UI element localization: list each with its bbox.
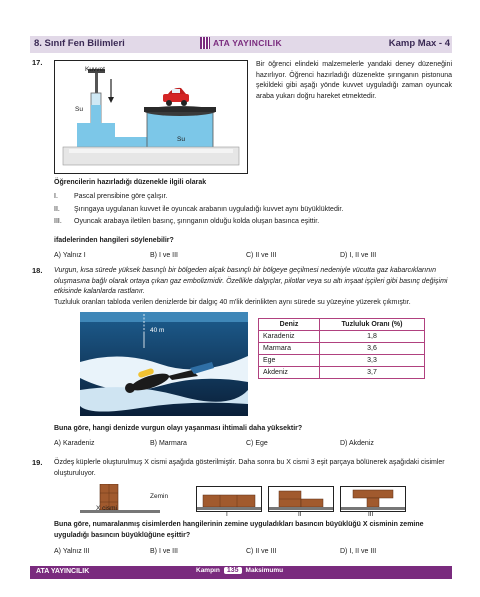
page-number: 135 bbox=[224, 567, 242, 574]
q18-option-d[interactable]: D) Akdeniz bbox=[340, 440, 374, 447]
shape-1-illustration bbox=[197, 487, 261, 511]
salinity-value: 1,8 bbox=[320, 331, 425, 343]
publisher-logo bbox=[200, 37, 282, 49]
hydraulic-setup-illustration bbox=[55, 61, 247, 173]
footer-publisher: ATA YAYINCILIK bbox=[36, 568, 90, 575]
x-object-illustration bbox=[80, 484, 160, 514]
figure-box-1 bbox=[196, 486, 262, 512]
footer-mid-left: Kampın bbox=[196, 567, 220, 574]
q19-option-d[interactable]: D) I, II ve III bbox=[340, 548, 377, 555]
q17-item-3 bbox=[54, 217, 434, 228]
item-1-text: Pascal prensibine göre çalışır. bbox=[74, 193, 168, 200]
table-header-row bbox=[259, 319, 425, 331]
sea-name: Marmara bbox=[259, 343, 320, 355]
q17-item-1 bbox=[54, 192, 434, 203]
q18-question: Buna göre, hangi denizde vurgun olayı yaşanması ihtimali daha yüksektir? bbox=[54, 425, 303, 432]
sea-name: Ege bbox=[259, 355, 320, 367]
salinity-table-grid bbox=[258, 318, 425, 379]
footer-mid-right: Maksimumu bbox=[245, 567, 284, 574]
figure-box-3 bbox=[340, 486, 406, 512]
q19-option-b[interactable]: B) I ve III bbox=[150, 548, 179, 555]
item-3-text: Oyuncak arabaya iletilen basınç, şırınganın olduğu kolda oluşan basınca eşittir. bbox=[74, 218, 320, 225]
roman-2: II. bbox=[54, 205, 60, 213]
roman-3: III. bbox=[54, 218, 62, 225]
q17-option-b[interactable]: B) I ve III bbox=[150, 252, 179, 259]
ground-label: Zemin bbox=[150, 493, 169, 500]
force-label: Kuvvet bbox=[85, 66, 105, 73]
q17-option-c[interactable]: C) II ve III bbox=[246, 252, 277, 259]
sea-name: Karadeniz bbox=[259, 331, 320, 343]
q19-text: Özdeş küplerle oluşturulmuş X cismi aşağıda gösterilmiştir. Daha sonra bu X cismi 3 eşit parçaya bölünerek aşağıdaki cisimler oluşturuluyor. bbox=[54, 459, 445, 477]
water-label-left: Su bbox=[75, 106, 83, 113]
q17-figure bbox=[54, 60, 248, 174]
subject-title: 8. Sınıf Fen Bilimleri bbox=[34, 38, 125, 49]
water-label-right: Su bbox=[177, 136, 185, 143]
q19-option-a[interactable]: A) Yalnız III bbox=[54, 548, 90, 555]
salinity-value: 3,7 bbox=[320, 367, 425, 379]
x-object-label: X cismi bbox=[96, 505, 117, 512]
q17-items bbox=[54, 192, 434, 228]
q19-option-c[interactable]: C) II ve III bbox=[246, 548, 277, 555]
booklet-title: Kamp Max - 4 bbox=[388, 38, 450, 49]
salinity-value: 3,6 bbox=[320, 343, 425, 355]
table-row bbox=[259, 367, 425, 379]
q18-number: 18. bbox=[32, 266, 43, 275]
box-label-2: II bbox=[298, 511, 302, 518]
q19-number: 19. bbox=[32, 458, 43, 467]
footer-page-info bbox=[196, 567, 283, 574]
box-label-1: I bbox=[226, 511, 228, 518]
salinity-value: 3,3 bbox=[320, 355, 425, 367]
q17-item-2 bbox=[54, 205, 434, 216]
roman-1: I. bbox=[54, 193, 58, 200]
q17-question: ifadelerinden hangileri söylenebilir? bbox=[54, 237, 174, 244]
q17-number: 17. bbox=[32, 58, 43, 67]
box-label-3: III bbox=[368, 511, 374, 518]
header-salinity: Tuzluluk Oranı (%) bbox=[320, 319, 425, 331]
table-row bbox=[259, 331, 425, 343]
q18-normal-text: Tuzluluk oranları tabloda verilen denizlerde bir dalgıç 40 m'lik derinlikten aynı sürede su yüzeyine yüzerek çıkmıştır. bbox=[54, 299, 411, 306]
q17-paragraph: Bir öğrenci elindeki malzemelerle yandaki deney düzeneğini hazırlıyor. Öğrenci hazırladığı düzenekte şırınganın pistonuna şekildeki gibi aşağı yönde kuvvet uyguladığı zaman oyuncak araba yukarı doğru hareket etmektedir. bbox=[256, 61, 452, 100]
logo-icon bbox=[200, 37, 210, 49]
diver-image bbox=[80, 312, 248, 416]
shape-3-illustration bbox=[341, 487, 405, 511]
q18-italic-text: Vurgun, kısa sürede yüksek basınçlı bir bölgeden alçak basınçlı bir bölgeye geçilmesi nedeniyle vücutta gaz kabarcıklarının oluşmasına bağlı olarak ortaya çıkan gaz embolizmidir. Özellikle dalgıçlar, pilotlar veya su altı inşaat işçileri gibi basınç değişimi etkisinde kalanlarda rastlanır. bbox=[54, 267, 448, 295]
q17-stem: Öğrencilerin hazırladığı düzenekle ilgili olarak bbox=[54, 179, 207, 186]
depth-label: 40 m bbox=[150, 327, 165, 334]
salinity-table bbox=[258, 318, 425, 379]
q19-question: Buna göre, numaralanmış cisimlerden hangilerinin zemine uyguladıkları basıncın büyüklüğü X cisminin zemine uyguladığı basıncın büyüklüğüne eşittir? bbox=[54, 521, 424, 539]
q17-option-d[interactable]: D) I, II ve III bbox=[340, 252, 377, 259]
q18-option-b[interactable]: B) Marmara bbox=[150, 440, 187, 447]
table-row bbox=[259, 343, 425, 355]
shape-2-illustration bbox=[269, 487, 333, 511]
logo-text: ATA YAYINCILIK bbox=[213, 38, 282, 48]
table-row bbox=[259, 355, 425, 367]
item-2-text: Şırıngaya uygulanan kuvvet ile oyuncak arabanın uyguladığı kuvvet aynı büyüklüktedir. bbox=[74, 205, 344, 213]
header-sea: Deniz bbox=[259, 319, 320, 331]
q18-option-c[interactable]: C) Ege bbox=[246, 440, 268, 447]
x-object-figure bbox=[80, 484, 160, 514]
q18-option-a[interactable]: A) Karadeniz bbox=[54, 440, 95, 447]
figure-box-2 bbox=[268, 486, 334, 512]
q17-option-a[interactable]: A) Yalnız I bbox=[54, 252, 86, 259]
sea-name: Akdeniz bbox=[259, 367, 320, 379]
